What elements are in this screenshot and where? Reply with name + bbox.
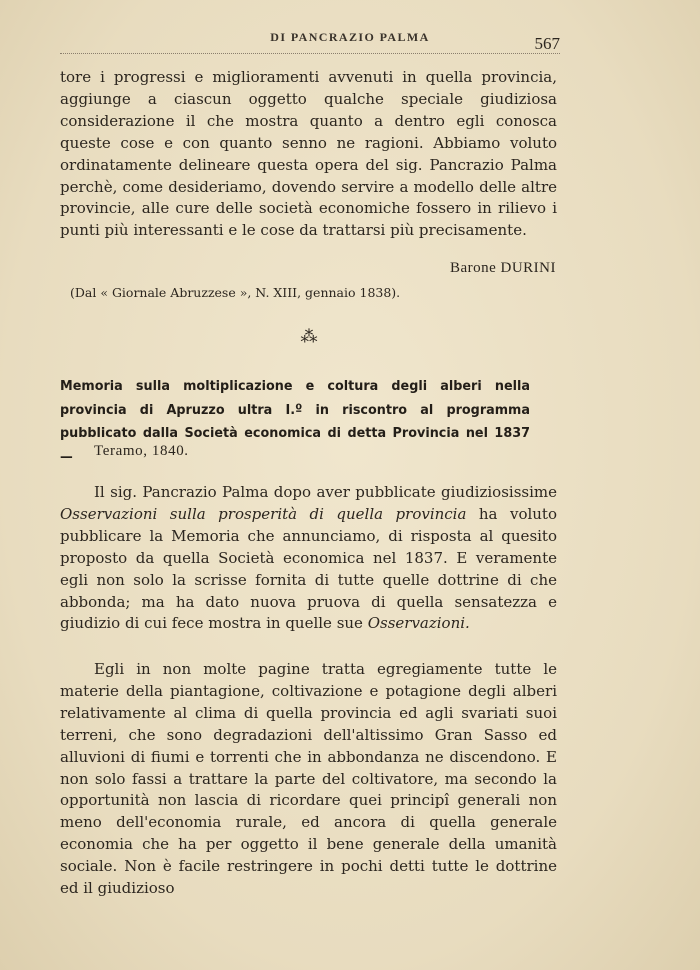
paragraph-2-italic-title: Osservazioni sulla prosperità di quella provincia (60, 504, 467, 523)
paragraph-2-text-b: ha voluto pubblicare la Memoria che annunciamo, di risposta al quesito proposto da quella Società economica nel 1837. E veramente egli non solo la scrisse fornita di tutte quelle dottrine di che abbonda; ma ha dato nuova pruova di quella sensatezza e giudizio di cui fece mostra in quelle sue (60, 504, 557, 633)
paragraph-2-text-a: Il sig. Pancrazio Palma dopo aver pubblicate giudiziosissime (94, 483, 557, 501)
body-paragraph-1: tore i progressi e miglioramenti avvenuti in quella provincia, aggiunge a ciascun oggetto qualche speciale giudiziosa considerazione il che mostra quanto a dentro egli conosca queste cose e con quanto senno ne ragioni. Abbiamo voluto ordinatamente delineare questa opera del sig. Pancrazio Palma perchè, come desideriamo, dovendo servire a modello delle altre provincie, alle cure delle società economiche fossero in rilievo i punti più interessanti e le cose da trattarsi più precisamente. (60, 68, 557, 240)
page-number: 567 (534, 34, 560, 53)
body-paragraph-2 (60, 482, 557, 635)
source-citation: (Dal « Giornale Abruzzese », N. XIII, gennaio 1838). (70, 285, 401, 300)
section-heading: Memoria sulla moltiplicazione e coltura degli alberi nella provincia di Apruzzo ultra I.º in riscontro al programma pubblicato dalla Società economica di detta Provincia nel 1837 — (60, 378, 530, 465)
signature: Barone DURINI (449, 260, 556, 276)
body-paragraph-3: Egli in non molte pagine tratta egregiamente tutte le materie della piantagione, coltivazione e potagione degli alberi relativamente al clima di quella provincia ed agli svariati suoi terreni, che sono degradazioni dell'altissimo Gran Sasso ed alluvioni di fiumi e torrenti che in abbondanza ne discendono. E non solo fassi a trattare la parte del coltivatore, ma secondo la opportunità non lascia di ricordare quei principî generali non meno dell'economia rurale, ed ancora di quella generale economia che ha per oggetto il bene generale della umanità sociale. Non è facile restringere in pochi detti tutte le dottrine ed il giudizioso (60, 660, 557, 898)
asterism-separator (292, 327, 326, 347)
heading-place-date: Teramo, 1840. (94, 443, 189, 459)
header-rule (60, 53, 560, 54)
running-title: DI PANCRAZIO PALMA (270, 30, 430, 44)
asterism-glyph: ⁂ (300, 327, 318, 347)
paragraph-2-italic-word: Osservazioni. (367, 614, 470, 633)
